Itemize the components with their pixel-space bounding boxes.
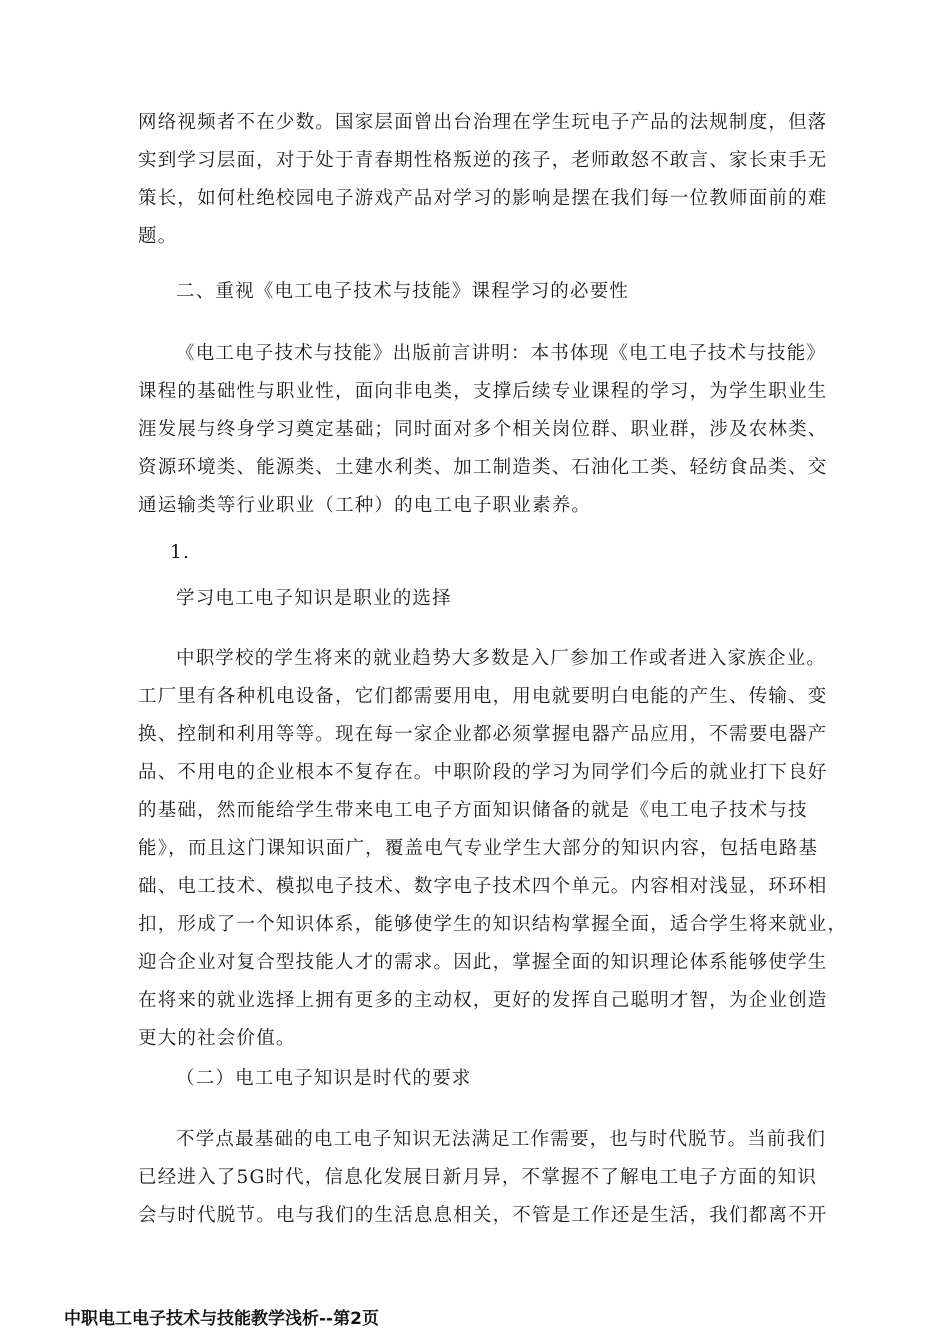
text-line: 资源环境类、能源类、土建水利类、加工制造类、石油化工类、轻纺食品类、交 (138, 457, 828, 478)
text-line: 实到学习层面，对于处于青春期性格叛逆的孩子，老师敢怒不敢言、家长束手无 (138, 150, 828, 171)
text-line: 已经进入了5G时代，信息化发展日新月异，不掌握不了解电工电子方面的知识 (138, 1167, 818, 1188)
text-line: 网络视频者不在少数。国家层面曾出台治理在学生玩电子产品的法规制度，但落 (138, 112, 828, 133)
page-footer: 中职电工电子技术与技能教学浅析--第2页 (64, 1309, 379, 1329)
text-line: 通运输类等行业职业（工种）的电工电子职业素养。 (138, 495, 592, 516)
heading-text: 学习电工电子知识是职业的选择 (176, 588, 452, 609)
text-line: 更大的社会价值。 (138, 1028, 296, 1049)
text-line: 中职学校的学生将来的就业趋势大多数是入厂参加工作或者进入家族企业。 (176, 648, 827, 669)
text-line: 课程的基础性与职业性，面向非电类，支撑后续专业课程的学习，为学生职业生 (138, 381, 828, 402)
text-line: 换、控制和利用等等。现在每一家企业都必须掌握电器产品应用，不需要电器产 (138, 724, 828, 745)
text-line: 《电工电子技术与技能》出版前言讲明：本书体现《电工电子技术与技能》 (176, 343, 827, 364)
subsection-heading-2 (138, 1060, 828, 1098)
text-line: 会与时代脱节。电与我们的生活息息相关，不管是工作还是生活，我们都离不开 (138, 1205, 828, 1226)
text-line: 不学点最基础的电工电子知识无法满足工作需要，也与时代脱节。当前我们 (176, 1129, 827, 1150)
text-line: 扣，形成了一个知识体系，能够使学生的知识结构掌握全面，适合学生将来就业， (138, 914, 848, 935)
heading-text: 二、重视《电工电子技术与技能》课程学习的必要性 (176, 281, 630, 302)
paragraph-preface (138, 335, 828, 525)
text-line: 涯发展与终身学习奠定基础；同时面对多个相关岗位群、职业群，涉及农林类、 (138, 419, 828, 440)
text-line: 的基础，然而能给学生带来电工电子方面知识储备的就是《电工电子技术与技 (138, 800, 808, 821)
text-line: 在将来的就业选择上拥有更多的主动权，更好的发挥自己聪明才智，为企业创造 (138, 990, 828, 1011)
text-line: 工厂里有各种机电设备，它们都需要用电，用电就要明白电能的产生、传输、变 (138, 686, 828, 707)
list-number (170, 534, 860, 572)
text-line: 题。 (138, 226, 178, 247)
paragraph-career (138, 640, 848, 1058)
subsection-heading-1 (138, 580, 828, 618)
heading-text: （二）电工电子知识是时代的要求 (176, 1068, 472, 1089)
number-text: 1. (170, 542, 191, 563)
text-line: 能》，而且这门课知识面广，覆盖电气专业学生大部分的知识内容，包括电路基 (138, 838, 819, 859)
text-line: 础、电工技术、模拟电子技术、数字电子技术四个单元。内容相对浅显，环环相 (138, 876, 828, 897)
paragraph-intro (138, 104, 828, 256)
text-line: 迎合企业对复合型技能人才的需求。因此，掌握全面的知识理论体系能够使学生 (138, 952, 828, 973)
text-line: 策长，如何杜绝校园电子游戏产品对学习的影响是摆在我们每一位教师面前的难 (138, 188, 828, 209)
paragraph-era (138, 1121, 828, 1235)
text-line: 品、不用电的企业根本不复存在。中职阶段的学习为同学们今后的就业打下良好 (138, 762, 828, 783)
section-heading-2 (138, 273, 828, 311)
